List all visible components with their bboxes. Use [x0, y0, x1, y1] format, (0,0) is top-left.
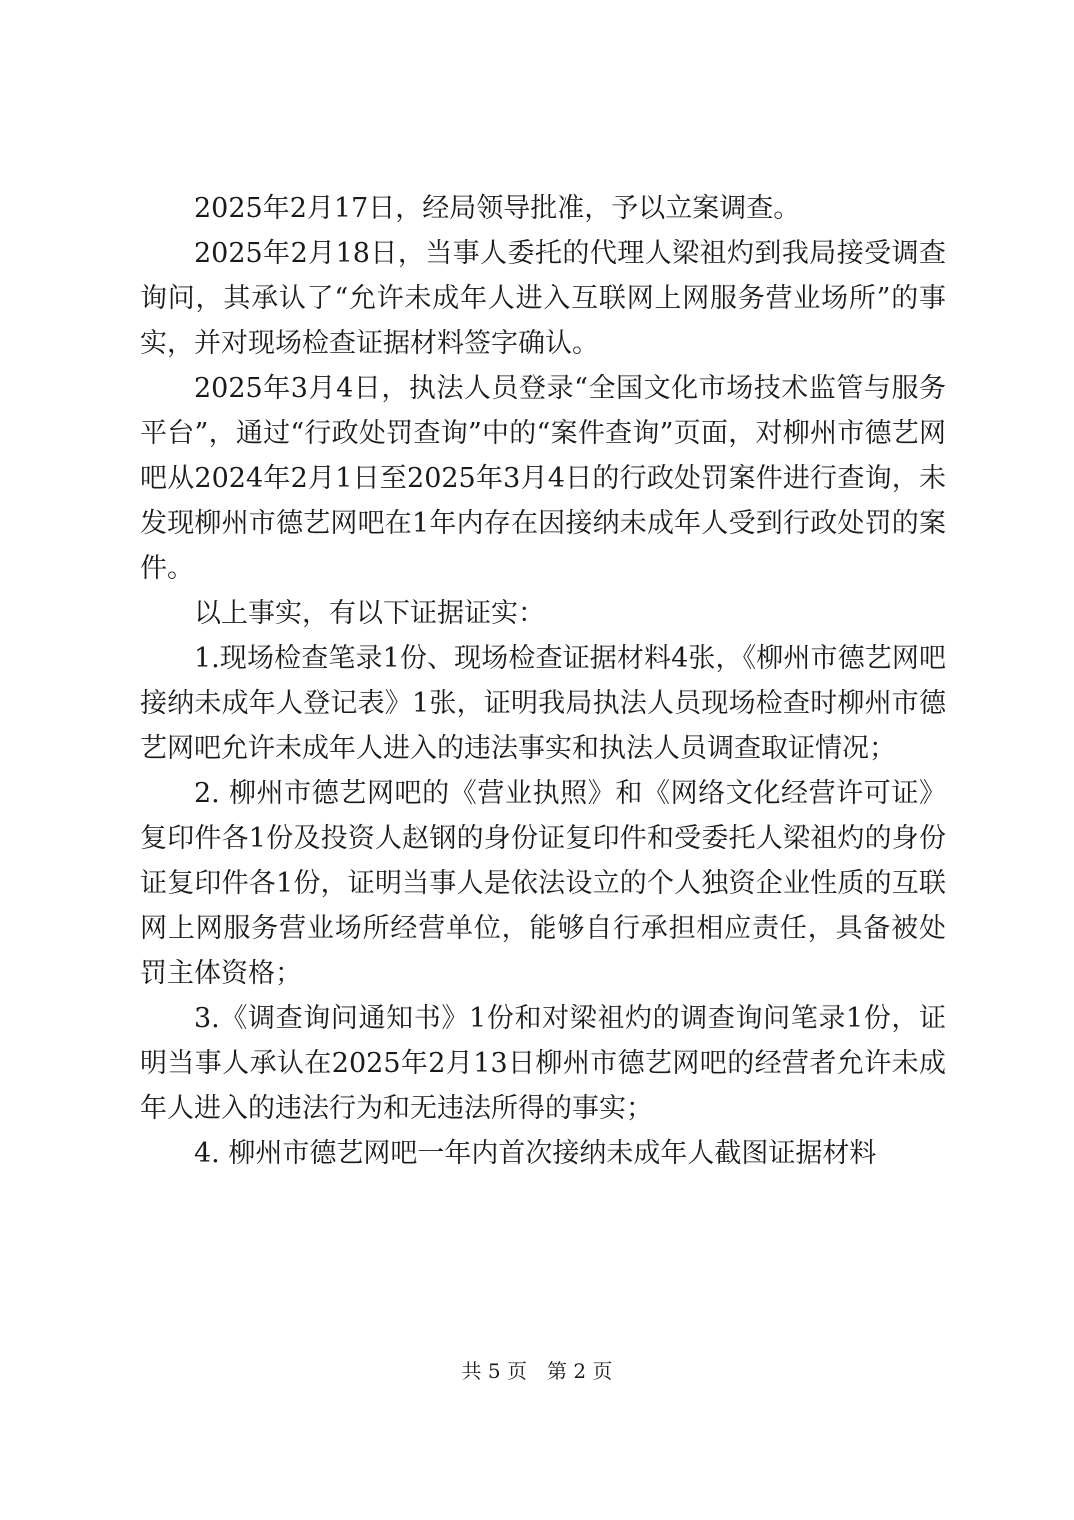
paragraph-evidence-2: 2. 柳州市德艺网吧的《营业执照》和《网络文化经营许可证》复印件各1份及投资人赵钢的身份证复印件和受委托人梁祖灼的身份证复印件各1份，证明当事人是依法设立的个人独资企业性质的互联网上网服务营业场所经营单位，能够自行承担相应责任，具备被处罚主体资格； [140, 778, 946, 989]
paragraph-platform-query: 2025年3月4日，执法人员登录“全国文化市场技术监管与服务平台”，通过“行政处罚查询”中的“案件查询”页面，对柳州市德艺网吧从2024年2月1日至2025年3月4日的行政处罚案件进行查询，未发现柳州市德艺网吧在1年内存在因接纳未成年人受到行政处罚的案件。 [140, 373, 946, 584]
page-footer: 共 5 页 第 2 页 [461, 1359, 613, 1383]
paragraph-evidence-1: 1.现场检查笔录1份、现场检查证据材料4张，《柳州市德艺网吧接纳未成年人登记表》1张，证明我局执法人员现场检查时柳州市德艺网吧允许未成年人进入的违法事实和执法人员调查取证情况； [140, 643, 946, 764]
paragraph-evidence-4: 4. 柳州市德艺网吧一年内首次接纳未成年人截图证据材料 [194, 1138, 877, 1169]
paragraph-evidence-3: 3.《调查询问通知书》1份和对梁祖灼的调查询问笔录1份，证明当事人承认在2025年2月13日柳州市德艺网吧的经营者允许未成年人进入的违法行为和无违法所得的事实； [140, 1003, 946, 1124]
paragraph-filing-approval: 2025年2月17日，经局领导批准，予以立案调查。 [194, 193, 801, 224]
document-body [140, 186, 946, 1176]
paragraph-evidence-intro: 以上事实，有以下证据证实： [194, 598, 545, 629]
paragraph-agent-inquiry: 2025年2月18日，当事人委托的代理人梁祖灼到我局接受调查询问，其承认了“允许未成年人进入互联网上网服务营业场所”的事实，并对现场检查证据材料签字确认。 [140, 238, 946, 359]
